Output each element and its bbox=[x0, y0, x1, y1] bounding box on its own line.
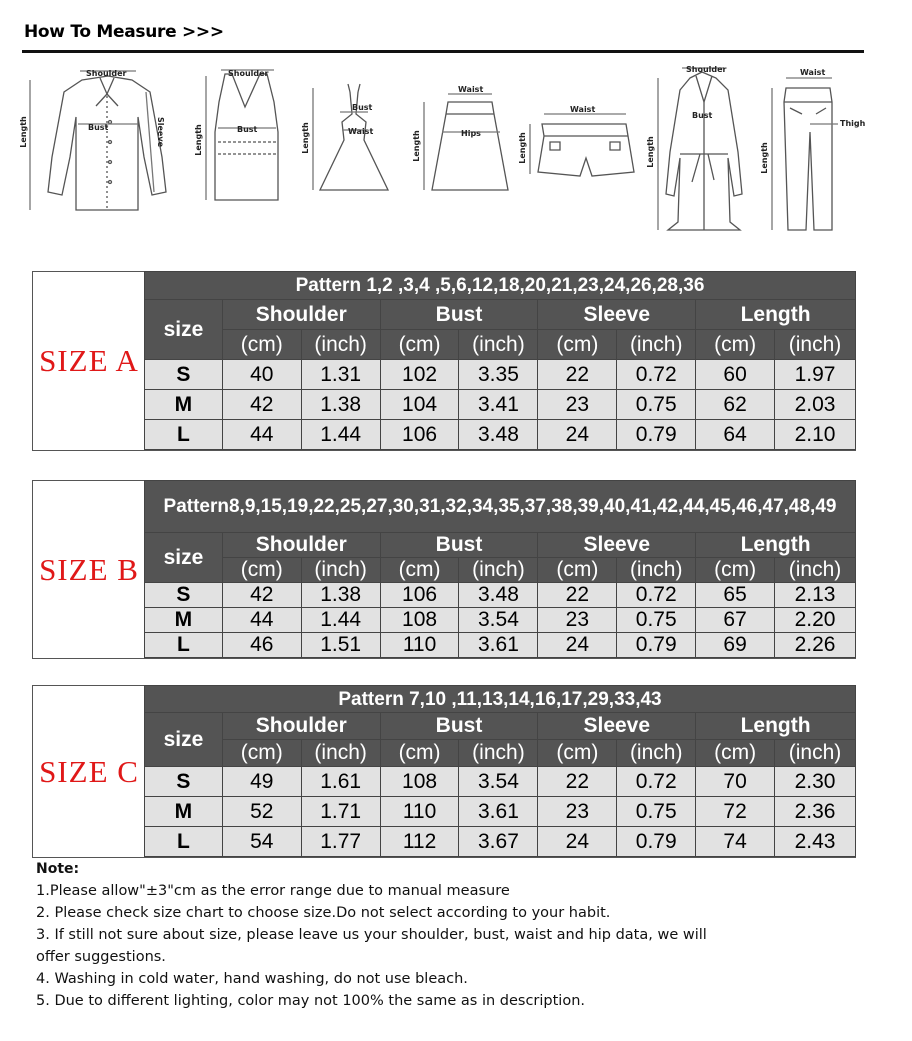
size-c-label: SIZE C bbox=[39, 753, 139, 789]
unit-cm: (cm) bbox=[222, 558, 301, 583]
note-item: 4. Washing in cold water, hand washing, do not use bleach. bbox=[36, 971, 468, 987]
row-size: M bbox=[145, 608, 223, 633]
cell: 0.79 bbox=[617, 633, 696, 658]
cell: 54 bbox=[222, 827, 301, 857]
cell: 23 bbox=[538, 390, 617, 420]
skirt-length-label: Length bbox=[412, 130, 421, 162]
length-header: Length bbox=[696, 300, 856, 330]
unit-cm: (cm) bbox=[696, 330, 775, 360]
trousers-length-label: Length bbox=[760, 142, 769, 174]
row-size: L bbox=[145, 827, 223, 857]
unit-inch: (inch) bbox=[775, 740, 856, 767]
table-row bbox=[145, 360, 856, 390]
note-item: 1.Please allow"±3"cm as the error range due to manual measure bbox=[36, 883, 510, 899]
bust-header: Bust bbox=[380, 533, 538, 558]
tank-shoulder-label: Shoulder bbox=[228, 69, 269, 78]
cell: 62 bbox=[696, 390, 775, 420]
cell: 60 bbox=[696, 360, 775, 390]
coat-length-label: Length bbox=[646, 136, 655, 168]
row-size: L bbox=[145, 420, 223, 450]
table-row bbox=[145, 608, 856, 633]
trousers-thigh-label: Thigh bbox=[840, 119, 866, 128]
row-size: S bbox=[145, 360, 223, 390]
cell: 46 bbox=[222, 633, 301, 658]
note-item: 2. Please check size chart to choose size.Do not select according to your habit. bbox=[36, 905, 611, 921]
cell: 1.31 bbox=[301, 360, 380, 390]
cell: 0.72 bbox=[617, 360, 696, 390]
row-size: L bbox=[145, 633, 223, 658]
cell: 22 bbox=[538, 360, 617, 390]
note-item: 5. Due to different lighting, color may not 100% the same as in description. bbox=[36, 993, 586, 1009]
cell: 2.26 bbox=[775, 633, 856, 658]
cell: 108 bbox=[380, 608, 459, 633]
cell: 0.79 bbox=[617, 420, 696, 450]
row-size: S bbox=[145, 767, 223, 797]
size-b-table bbox=[144, 480, 856, 658]
unit-inch: (inch) bbox=[301, 330, 380, 360]
cell: 1.71 bbox=[301, 797, 380, 827]
cell: 102 bbox=[380, 360, 459, 390]
pattern-header: Pattern 1,2 ,3,4 ,5,6,12,18,20,21,23,24,26,28,36 bbox=[145, 272, 856, 300]
dress-bust-label: Bust bbox=[352, 103, 373, 112]
trousers-waist-label: Waist bbox=[800, 68, 826, 77]
cell: 3.35 bbox=[459, 360, 538, 390]
cell: 2.20 bbox=[775, 608, 856, 633]
sleeve-header: Sleeve bbox=[538, 713, 696, 740]
note-item: 3. If still not sure about size, please leave us your shoulder, bust, waist and hip data, we will offer suggestions. bbox=[36, 927, 707, 965]
skirt-waist-label: Waist bbox=[458, 85, 484, 94]
cell: 42 bbox=[222, 390, 301, 420]
cell: 3.67 bbox=[459, 827, 538, 857]
blouse-bust-label: Bust bbox=[88, 123, 109, 132]
notes-title: Note: bbox=[36, 861, 80, 877]
shorts-length-label: Length bbox=[518, 132, 527, 164]
unit-inch: (inch) bbox=[617, 740, 696, 767]
size-c-table bbox=[144, 685, 856, 857]
unit-cm: (cm) bbox=[538, 558, 617, 583]
cell: 0.79 bbox=[617, 827, 696, 857]
unit-cm: (cm) bbox=[222, 740, 301, 767]
cell: 110 bbox=[380, 633, 459, 658]
cell: 112 bbox=[380, 827, 459, 857]
cell: 23 bbox=[538, 608, 617, 633]
cell: 24 bbox=[538, 420, 617, 450]
size-a-block bbox=[32, 271, 856, 451]
blouse-length-label: Length bbox=[19, 116, 28, 148]
cell: 0.75 bbox=[617, 390, 696, 420]
row-size: S bbox=[145, 583, 223, 608]
cell: 69 bbox=[696, 633, 775, 658]
cell: 49 bbox=[222, 767, 301, 797]
unit-inch: (inch) bbox=[617, 558, 696, 583]
cell: 3.61 bbox=[459, 633, 538, 658]
size-b-label: SIZE B bbox=[39, 551, 139, 587]
cell: 1.97 bbox=[775, 360, 856, 390]
dress-length-label: Length bbox=[301, 122, 310, 154]
cell: 1.51 bbox=[301, 633, 380, 658]
unit-cm: (cm) bbox=[538, 740, 617, 767]
cell: 104 bbox=[380, 390, 459, 420]
cell: 2.36 bbox=[775, 797, 856, 827]
cell: 64 bbox=[696, 420, 775, 450]
cell: 42 bbox=[222, 583, 301, 608]
cell: 24 bbox=[538, 827, 617, 857]
cell: 2.10 bbox=[775, 420, 856, 450]
coat-bust-label: Bust bbox=[692, 111, 713, 120]
cell: 1.77 bbox=[301, 827, 380, 857]
cell: 22 bbox=[538, 767, 617, 797]
cell: 3.54 bbox=[459, 767, 538, 797]
shoulder-header: Shoulder bbox=[222, 713, 380, 740]
row-size: M bbox=[145, 797, 223, 827]
cell: 3.61 bbox=[459, 797, 538, 827]
length-header: Length bbox=[696, 533, 856, 558]
cell: 0.72 bbox=[617, 767, 696, 797]
size-b-block bbox=[32, 480, 856, 659]
cell: 52 bbox=[222, 797, 301, 827]
cell: 108 bbox=[380, 767, 459, 797]
size-a-label: SIZE A bbox=[39, 343, 139, 378]
cell: 22 bbox=[538, 583, 617, 608]
shorts-waist-label: Waist bbox=[570, 105, 596, 114]
unit-cm: (cm) bbox=[538, 330, 617, 360]
cell: 23 bbox=[538, 797, 617, 827]
cell: 2.03 bbox=[775, 390, 856, 420]
cell: 0.72 bbox=[617, 583, 696, 608]
cell: 24 bbox=[538, 633, 617, 658]
cell: 65 bbox=[696, 583, 775, 608]
unit-inch: (inch) bbox=[301, 558, 380, 583]
cell: 0.75 bbox=[617, 797, 696, 827]
skirt-hips-label: Hips bbox=[461, 129, 481, 138]
trousers-illustration bbox=[772, 78, 838, 230]
table-row bbox=[145, 797, 856, 827]
unit-inch: (inch) bbox=[775, 558, 856, 583]
blouse-sleeve-label: Sleeve bbox=[156, 117, 165, 147]
skirt-illustration bbox=[424, 94, 508, 190]
unit-inch: (inch) bbox=[459, 330, 538, 360]
header-divider bbox=[22, 50, 864, 53]
cell: 1.38 bbox=[301, 583, 380, 608]
table-row bbox=[145, 390, 856, 420]
unit-cm: (cm) bbox=[696, 740, 775, 767]
cell: 44 bbox=[222, 608, 301, 633]
table-row bbox=[145, 827, 856, 857]
size-a-table bbox=[144, 271, 856, 450]
cell: 106 bbox=[380, 583, 459, 608]
tank-illustration bbox=[206, 70, 278, 200]
cell: 110 bbox=[380, 797, 459, 827]
cell: 3.54 bbox=[459, 608, 538, 633]
measurement-illustrations bbox=[20, 62, 870, 242]
row-size: M bbox=[145, 390, 223, 420]
bust-header: Bust bbox=[380, 300, 538, 330]
cell: 1.38 bbox=[301, 390, 380, 420]
pattern-header: Pattern8,9,15,19,22,25,27,30,31,32,34,35,37,38,39,40,41,42,44,45,46,47,48,49 bbox=[145, 481, 856, 533]
table-row bbox=[145, 583, 856, 608]
blouse-illustration bbox=[30, 71, 166, 210]
tank-bust-label: Bust bbox=[237, 125, 258, 134]
shoulder-header: Shoulder bbox=[222, 533, 380, 558]
size-column-header: size bbox=[145, 300, 223, 360]
size-column-header: size bbox=[145, 713, 223, 767]
unit-inch: (inch) bbox=[459, 558, 538, 583]
dress-waist-label: Waist bbox=[348, 127, 374, 136]
cell: 40 bbox=[222, 360, 301, 390]
length-header: Length bbox=[696, 713, 856, 740]
unit-cm: (cm) bbox=[380, 330, 459, 360]
cell: 2.13 bbox=[775, 583, 856, 608]
table-row bbox=[145, 767, 856, 797]
cell: 72 bbox=[696, 797, 775, 827]
cell: 1.44 bbox=[301, 420, 380, 450]
coat-shoulder-label: Shoulder bbox=[686, 65, 727, 74]
cell: 106 bbox=[380, 420, 459, 450]
sleeve-header: Sleeve bbox=[538, 300, 696, 330]
size-c-block bbox=[32, 685, 856, 858]
table-row bbox=[145, 633, 856, 658]
cell: 74 bbox=[696, 827, 775, 857]
dress-illustration bbox=[313, 84, 388, 190]
unit-cm: (cm) bbox=[696, 558, 775, 583]
cell: 44 bbox=[222, 420, 301, 450]
shoulder-header: Shoulder bbox=[222, 300, 380, 330]
cell: 1.61 bbox=[301, 767, 380, 797]
cell: 1.44 bbox=[301, 608, 380, 633]
shorts-illustration bbox=[530, 114, 634, 176]
notes-section bbox=[36, 858, 736, 1012]
cell: 2.43 bbox=[775, 827, 856, 857]
unit-inch: (inch) bbox=[301, 740, 380, 767]
unit-cm: (cm) bbox=[380, 558, 459, 583]
cell: 2.30 bbox=[775, 767, 856, 797]
sleeve-header: Sleeve bbox=[538, 533, 696, 558]
unit-inch: (inch) bbox=[617, 330, 696, 360]
cell: 3.48 bbox=[459, 583, 538, 608]
pattern-header: Pattern 7,10 ,11,13,14,16,17,29,33,43 bbox=[145, 686, 856, 713]
unit-cm: (cm) bbox=[380, 740, 459, 767]
coat-illustration bbox=[658, 68, 742, 230]
bust-header: Bust bbox=[380, 713, 538, 740]
tank-length-label: Length bbox=[194, 124, 203, 156]
unit-inch: (inch) bbox=[775, 330, 856, 360]
blouse-shoulder-label: Shoulder bbox=[86, 69, 127, 78]
cell: 3.48 bbox=[459, 420, 538, 450]
table-row bbox=[145, 420, 856, 450]
cell: 3.41 bbox=[459, 390, 538, 420]
cell: 67 bbox=[696, 608, 775, 633]
unit-inch: (inch) bbox=[459, 740, 538, 767]
unit-cm: (cm) bbox=[222, 330, 301, 360]
size-column-header: size bbox=[145, 533, 223, 583]
page-title: How To Measure >>> bbox=[24, 22, 224, 42]
cell: 0.75 bbox=[617, 608, 696, 633]
cell: 70 bbox=[696, 767, 775, 797]
